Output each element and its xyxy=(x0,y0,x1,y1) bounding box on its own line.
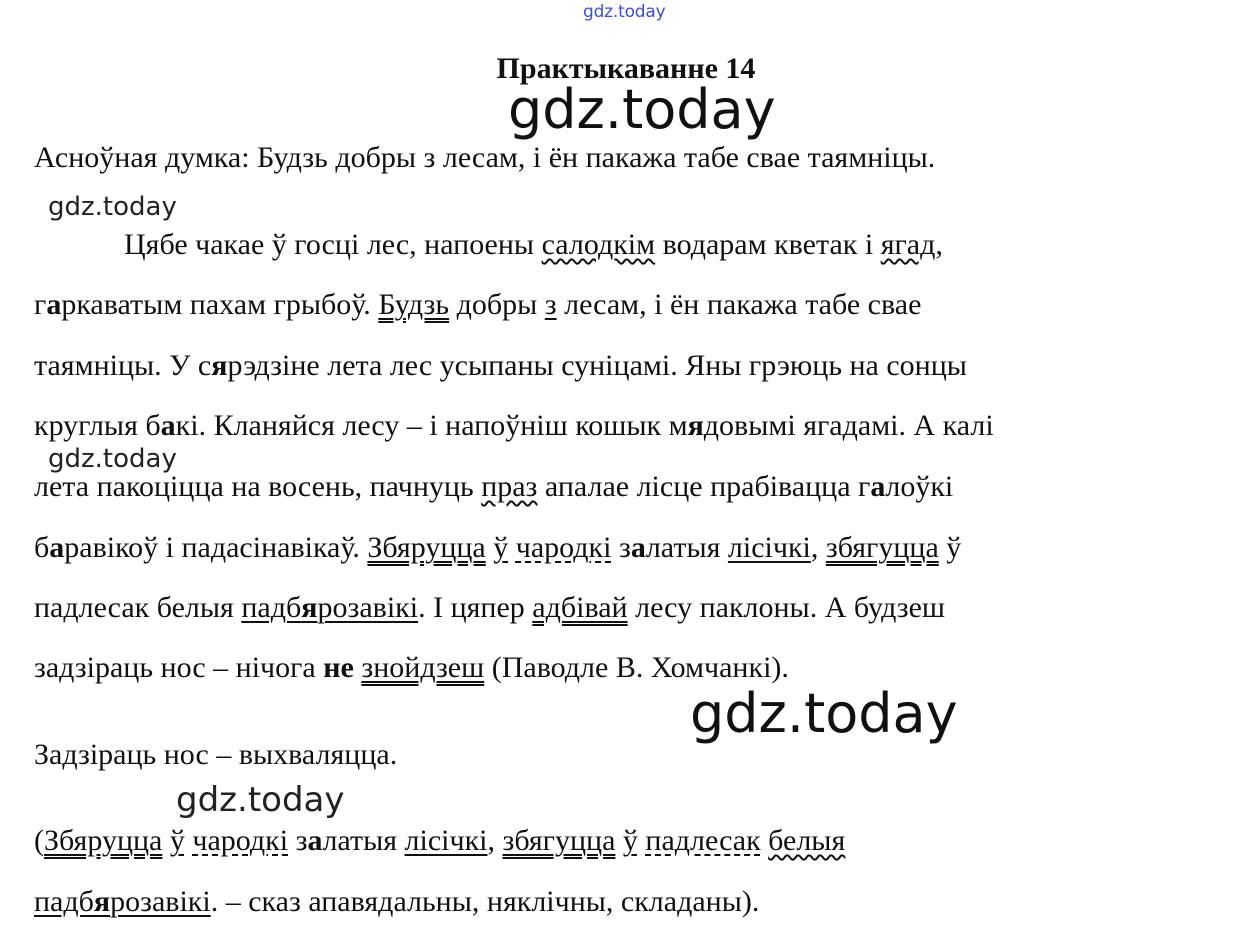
predicate-word: Будзь xyxy=(378,288,450,321)
main-idea: Асноўная думка: Будзь добры з лесам, і ён пакажа табе свае таямніцы. xyxy=(34,141,936,174)
text-segment: , xyxy=(810,531,826,564)
text-segment: водарам кветак і xyxy=(655,228,881,261)
adjective-word: белыя xyxy=(768,824,846,857)
subject-word: лісічкі xyxy=(727,531,811,564)
text-segment: з xyxy=(288,824,308,857)
text-segment: равікоў і падасінавікаў. xyxy=(64,531,368,564)
bold-letter: а xyxy=(160,409,176,442)
subject-word: розавікі xyxy=(110,885,211,918)
preposition-word: праз xyxy=(481,470,538,503)
watermark-top: gdz.today xyxy=(583,2,666,22)
text-segment: падлесак белыя xyxy=(34,591,242,624)
text-segment: лесам, і ён пакажа табе свае xyxy=(556,288,922,321)
watermark-small: gdz.today xyxy=(48,444,177,474)
text-segment: ( xyxy=(34,824,44,857)
bold-letter: а xyxy=(307,824,323,857)
text-line-5 xyxy=(34,472,953,502)
analysis-line-1 xyxy=(34,826,845,856)
text-line-2 xyxy=(34,290,921,320)
text-segment: ў xyxy=(946,531,962,564)
bold-letter: а xyxy=(46,288,62,321)
text-segment: (Паводле В. Хомчанкі). xyxy=(484,651,789,684)
page-title: Практыкаванне 14 xyxy=(496,52,756,85)
watermark-large: gdz.today xyxy=(690,682,958,745)
text-segment: круглыя б xyxy=(34,409,161,442)
bold-word: не xyxy=(323,651,354,684)
text-segment: . І цяпер xyxy=(418,591,533,624)
preposition-word: ў xyxy=(169,824,185,857)
text-line-6 xyxy=(34,533,961,563)
adjective-word: салодкім xyxy=(541,228,656,261)
text-segment xyxy=(162,824,170,857)
text-segment: з xyxy=(611,531,631,564)
text-segment: довымі ягадамі. А калі xyxy=(703,409,994,442)
text-segment: добры xyxy=(449,288,545,321)
text-segment: апалае лісце прабівацца г xyxy=(537,470,871,503)
text-segment: таямніцы. У с xyxy=(34,349,212,382)
object-word: чародкі xyxy=(192,824,289,857)
adjective-word: ягад xyxy=(880,228,936,261)
text-segment: латыя xyxy=(645,531,728,564)
bold-letter: я xyxy=(211,349,228,382)
text-segment: кі. Кланяйся лесу – і напоўніш кошык м xyxy=(175,409,688,442)
text-line-3 xyxy=(34,351,967,381)
predicate-word: збягуцца xyxy=(825,531,939,564)
bold-letter: а xyxy=(630,531,646,564)
text-line-4 xyxy=(34,411,994,441)
predicate-word: Збяруцца xyxy=(44,824,163,857)
preposition-word: ў xyxy=(622,824,638,857)
text-segment: . – сказ апавядальны, няклічны, складаны). xyxy=(210,885,760,918)
text-segment: лоўкі xyxy=(885,470,954,503)
predicate-word: адбівай xyxy=(532,591,628,624)
text-segment xyxy=(615,824,623,857)
text-segment: , xyxy=(487,824,503,857)
bold-letter: я xyxy=(301,591,318,624)
text-segment: рэдзіне лета лес усыпаны суніцамі. Яны грэюць на сонцы xyxy=(227,349,967,382)
subject-word: падб xyxy=(241,591,302,624)
text-segment: латыя xyxy=(322,824,398,857)
object-word: чародкі xyxy=(515,531,612,564)
text-line-8 xyxy=(34,653,789,683)
text-segment xyxy=(508,531,516,564)
analysis-line-2 xyxy=(34,887,759,917)
subject-word: падб xyxy=(34,885,94,918)
bold-letter: а xyxy=(870,470,886,503)
watermark-large: gdz.today xyxy=(508,78,776,141)
bold-letter: а xyxy=(49,531,65,564)
bold-letter: я xyxy=(687,409,704,442)
object-word: падлесак xyxy=(645,824,761,857)
text-segment: лесу паклоны. А будзеш xyxy=(627,591,945,624)
text-segment: лета пакоціцца на восень, пачнуць xyxy=(34,470,482,503)
text-line-7 xyxy=(34,593,945,623)
text-segment: задзіраць нос – нічога xyxy=(34,651,324,684)
watermark-medium: gdz.today xyxy=(176,780,345,820)
conclusion-text: Задзіраць нос – выхваляцца. xyxy=(34,738,398,771)
subject-word: розавікі xyxy=(317,591,419,624)
text-segment: б xyxy=(34,531,50,564)
text-segment: г xyxy=(34,288,47,321)
watermark-small: gdz.today xyxy=(48,192,177,222)
preposition-word: з xyxy=(544,288,557,321)
predicate-word: збягуцца xyxy=(502,824,616,857)
bold-letter: я xyxy=(93,885,111,918)
text-segment: ркаватым пахам грыбоў. xyxy=(61,288,379,321)
predicate-word: знойдзеш xyxy=(361,651,485,684)
text-segment: Цябе чакае ў госці лес, напоены xyxy=(124,228,542,261)
text-line-1 xyxy=(124,230,943,260)
subject-word: лісічкі xyxy=(404,824,488,857)
text-segment xyxy=(397,824,405,857)
text-segment: , xyxy=(935,228,943,261)
preposition-word: ў xyxy=(493,531,509,564)
predicate-word: Збяруцца xyxy=(367,531,486,564)
